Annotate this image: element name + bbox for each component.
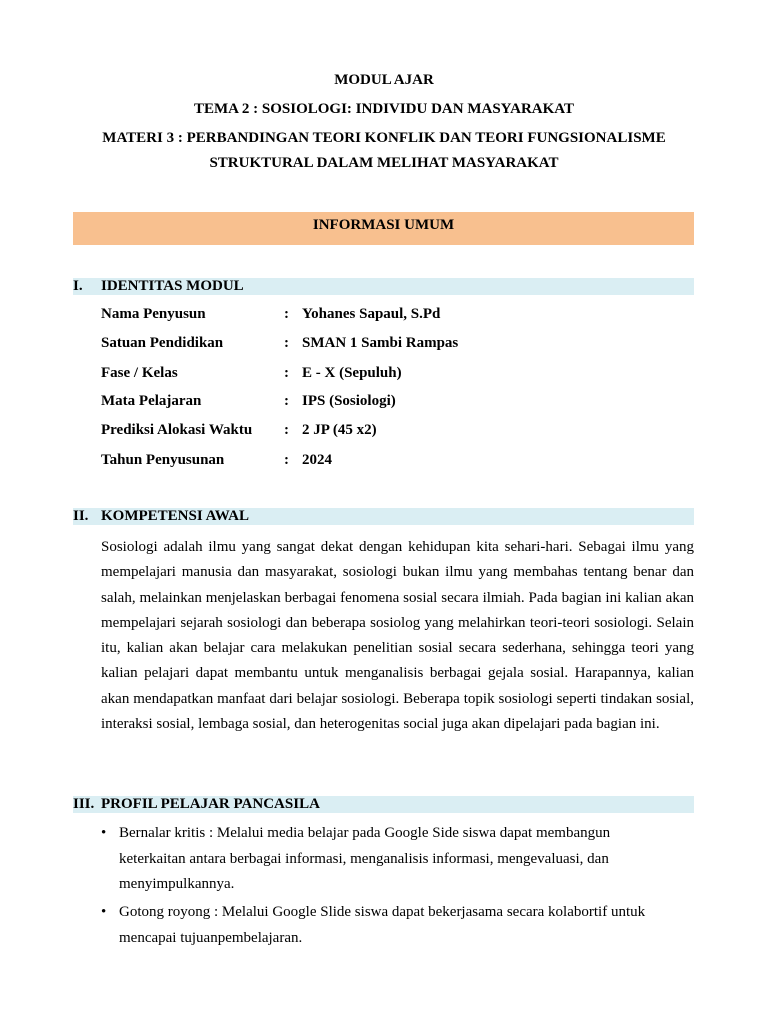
section-title: PROFIL PELAJAR PANCASILA [101, 796, 320, 812]
kompetensi-paragraph: Sosiologi adalah ilmu yang sangat dekat dengan kehidupan kita sehari-hari. Sebagai ilmu yang mempelajari manusia dan masyarakat, sosiologi bukan ilmu yang membahas tentang benar dan salah, melainkan menjelaskan berbagai fenomena sosial secara ilmiah. Pada bagian ini kalian akan mempelajari sejarah sosiologi dan beberapa sosiolog yang melahirkan teori-teori sosiologi. Selain itu, kalian akan belajar cara melakukan penelitian sosial secara sederhana, sehingga teori yang kalian pelajari dapat membantu untuk menganalisis berbagai gejala sosial. Harapannya, kalian akan mendapatkan manfaat dari belajar sosiologi. Beberapa topik sosiologi seperti tindakan sosial, interaksi sosial, lembaga sosial, dan heterogenitas social juga akan dipelajari pada bagian ini. [101, 539, 694, 733]
doc-theme: TEMA 2 : SOSIOLOGI: INDIVIDU DAN MASYARAKAT [193, 101, 575, 117]
identity-colon: : [284, 422, 289, 438]
section-number: II. [73, 508, 89, 524]
section-title: KOMPETENSI AWAL [101, 508, 249, 524]
section-number: III. [73, 796, 95, 812]
identity-row [101, 393, 701, 413]
identity-colon: : [284, 365, 289, 381]
section-number: I. [73, 278, 83, 294]
section-title: IDENTITAS MODUL [101, 278, 244, 294]
doc-title: MODUL AJAR [334, 72, 434, 88]
identity-row [101, 452, 701, 472]
identity-colon: : [284, 393, 289, 409]
identity-value: SMAN 1 Sambi Rampas [302, 335, 459, 351]
identity-label: Tahun Penyusunan [101, 452, 225, 468]
identity-value: IPS (Sosiologi) [302, 393, 396, 409]
bullet-icon: • [101, 904, 107, 920]
identity-value: E - X (Sepuluh) [302, 365, 402, 381]
identity-row [101, 365, 701, 385]
section-profil-header [73, 796, 694, 813]
bullet-icon: • [101, 825, 107, 841]
doc-material-line1: MATERI 3 : PERBANDINGAN TEORI KONFLIK DAN TEORI FUNGSIONALISME [102, 130, 666, 146]
list-item-text: Bernalar kritis : Melalui media belajar pada Google Side siswa dapat membangun keterkaitan antara berbagai informasi, menganalisis informasi, mengevaluasi, dan menyimpulkannya. [119, 825, 611, 892]
identity-colon: : [284, 306, 289, 322]
identity-label: Prediksi Alokasi Waktu [101, 422, 253, 438]
identity-value: Yohanes Sapaul, S.Pd [302, 306, 441, 322]
section-kompetensi-header [73, 508, 694, 525]
identity-row [101, 335, 701, 355]
identity-label: Nama Penyusun [101, 306, 206, 322]
identity-value: 2024 [302, 452, 332, 468]
list-item-text: Gotong royong : Melalui Google Slide siswa dapat bekerjasama secara kolabortif untuk mencapai tujuanpembelajaran. [119, 904, 646, 946]
identity-value: 2 JP (45 x2) [302, 422, 377, 438]
identity-label: Mata Pelajaran [101, 393, 202, 409]
identity-label: Fase / Kelas [101, 365, 178, 381]
doc-material-line2: STRUKTURAL DALAM MELIHAT MASYARAKAT [209, 155, 559, 171]
identity-colon: : [284, 452, 289, 468]
identity-label: Satuan Pendidikan [101, 335, 224, 351]
section-identitas-header [73, 278, 694, 295]
identity-row [101, 306, 701, 326]
identity-colon: : [284, 335, 289, 351]
info-umum-banner: INFORMASI UMUM [73, 212, 694, 245]
identity-row [101, 422, 701, 442]
